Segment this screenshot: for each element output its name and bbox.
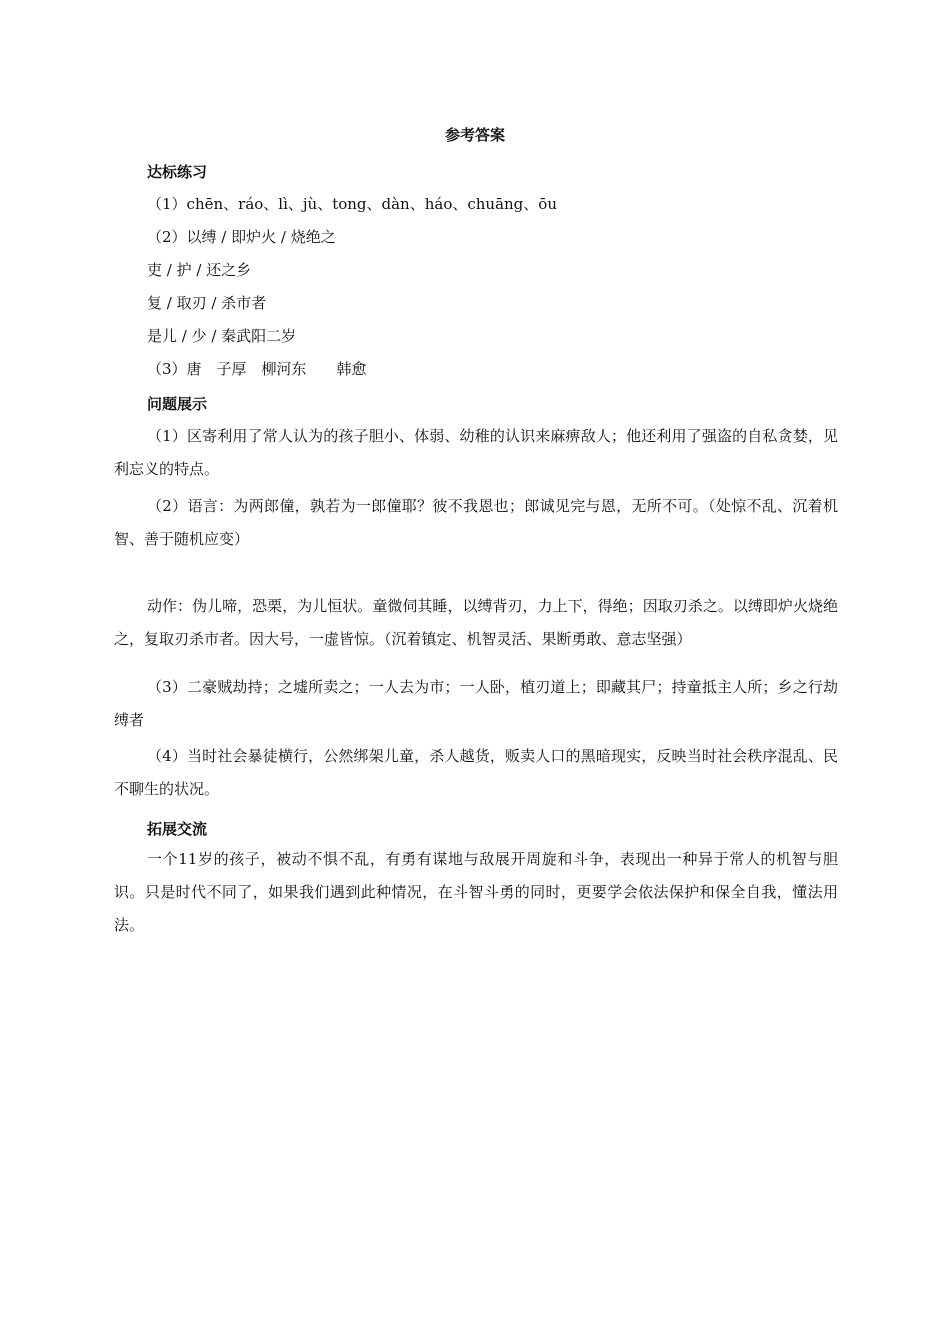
section-heading-questions: 问题展示	[147, 395, 208, 413]
page-title: 参考答案	[444, 126, 505, 144]
answer-line: 吏 / 护 / 还之乡	[147, 261, 252, 279]
answer-paragraph: （4）当时社会暴徒横行，公然绑架儿童，杀人越货，贩卖人口的黑暗现实，反映当时社会秩序混乱、民不聊生的状况。	[114, 747, 838, 798]
answer-paragraph: （3）二豪贼劫持；之墟所卖之；一人去为市；一人卧，植刃道上；即藏其尸；持童抵主人所；乡之行劫缚者	[114, 678, 838, 729]
answer-line: 是儿 / 少 / 秦武阳二岁	[147, 327, 297, 345]
answer-line: （3）唐 子厚 柳河东 韩愈	[147, 360, 367, 378]
section-heading-practice: 达标练习	[147, 163, 208, 181]
section-heading-extension: 拓展交流	[147, 820, 208, 838]
answer-line: （1）chēn、ráo、lì、jù、tong、dàn、háo、chuāng、ōu	[147, 195, 557, 213]
answer-line: 复 / 取刃 / 杀市者	[147, 294, 267, 312]
answer-paragraph: （2）语言：为两郎僮，孰若为一郎僮耶？彼不我恩也；郎诚见完与恩，无所不可。（处惊不乱、沉着机智、善于随机应变）	[114, 497, 838, 548]
answer-paragraph: 一个11岁的孩子，被动不惧不乱，有勇有谋地与敌展开周旋和斗争，表现出一种异于常人的机智与胆识。只是时代不同了，如果我们遇到此种情况，在斗智斗勇的同时，更要学会依法保护和保全自我，懂法用法。	[114, 850, 838, 934]
answer-paragraph: 动作：伪儿啼，恐栗，为儿恒状。童微伺其睡，以缚背刃，力上下，得绝；因取刃杀之。以缚即炉火烧绝之，复取刃杀市者。因大号，一虚皆惊。（沉着镇定、机智灵活、果断勇敢、意志坚强）	[114, 597, 838, 648]
answer-paragraph: （1）区寄利用了常人认为的孩子胆小、体弱、幼稚的认识来麻痹敌人；他还利用了强盗的自私贪婪，见利忘义的特点。	[114, 427, 838, 478]
answer-line: （2）以缚 / 即炉火 / 烧绝之	[147, 228, 336, 246]
